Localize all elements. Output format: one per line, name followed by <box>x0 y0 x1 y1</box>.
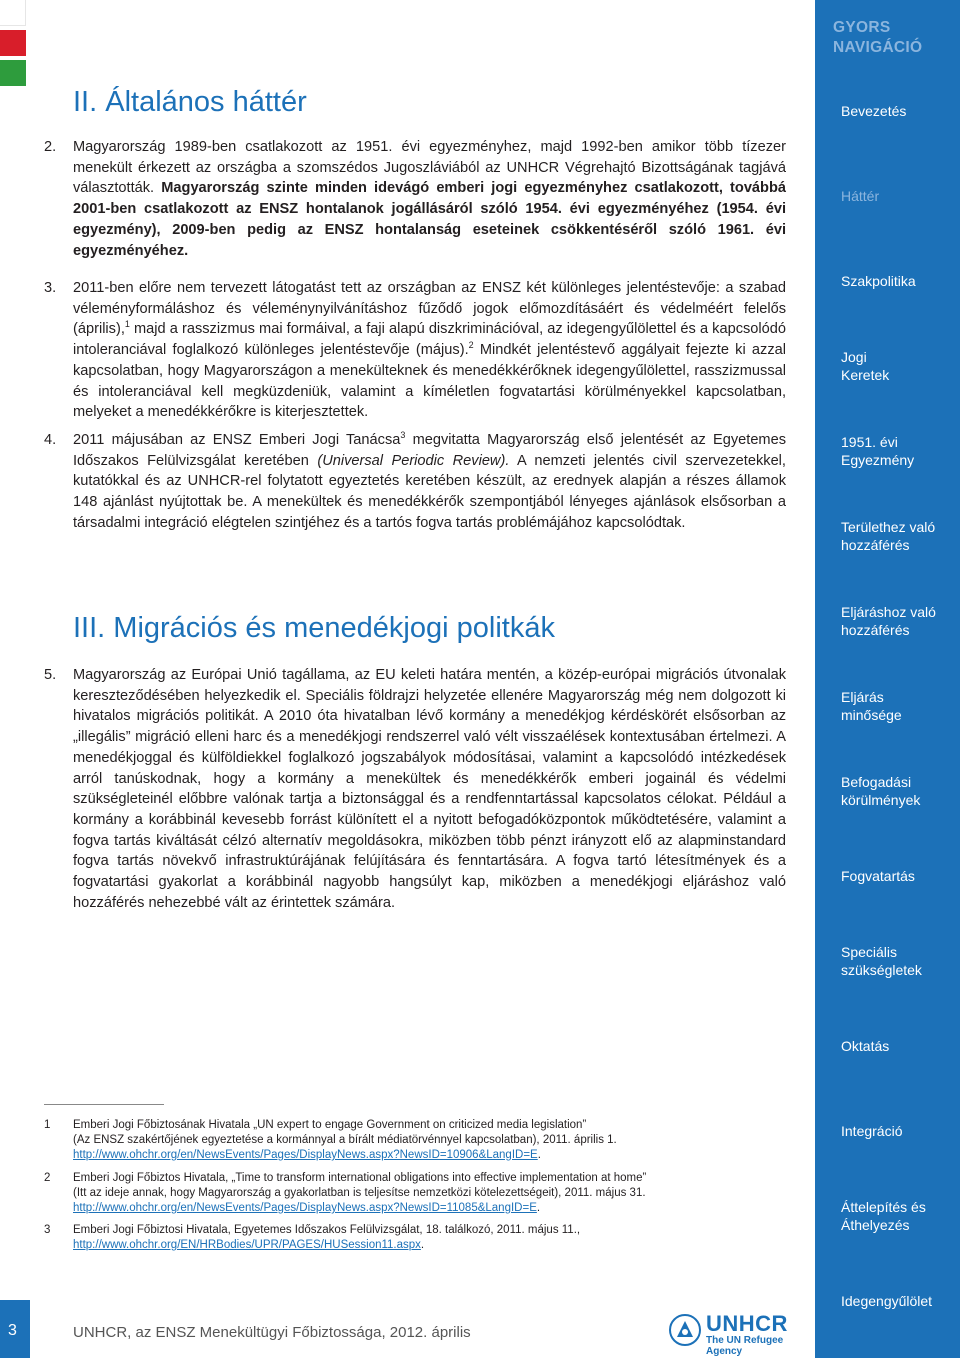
nav-1951-egyezmeny[interactable]: 1951. évi Egyezmény <box>841 434 915 468</box>
nav-integracio[interactable]: Integráció <box>841 1123 903 1139</box>
nav-eljarashoz-hozzaferes[interactable]: Eljáráshoz való hozzáférés <box>841 604 936 638</box>
corner-square-white <box>0 0 26 26</box>
corner-square-red <box>0 30 26 56</box>
logo-word: UNHCR <box>706 1311 788 1336</box>
paragraph-5 <box>44 665 786 913</box>
paragraph-3 <box>44 278 786 423</box>
corner-square-green <box>0 60 26 86</box>
nav-szakpolitika[interactable]: Szakpolitika <box>841 273 916 289</box>
nav-jogi-keretek[interactable]: Jogi Keretek <box>841 349 890 383</box>
footnote-3: 3 Emberi Jogi Főbiztosi Hivatala, Egyetemes Időszakos Felülvizsgálat, 18. találkozó, 2011. május 11., http://www.ohchr.org/EN/HRBodies/UPR/PAGES/HUSession11.aspx. <box>44 1224 581 1251</box>
paragraph-number: 4. <box>44 432 57 448</box>
section-title-migration: III. Migrációs és menedékjogi politkák <box>73 612 555 644</box>
section-title-background: II. Általános háttér <box>73 86 307 118</box>
nav-hatter[interactable]: Háttér <box>841 188 880 204</box>
paragraph-4 <box>44 430 786 534</box>
paragraph-text: Magyarország az Európai Unió tagállama, az EU keleti határa mentén, a közép-európai migrációs útvonalak kereszteződésében helyezkedik el. Speciális földrajzi helyzetée ellenére Magyarország még nem dolgozott ki hivatalos migrációs politikát. A 2010 óta hivatalban lévő kormány a menedékjog kérdéskörét elsősorban az „illegális” migráció elleni harc és a menedékjogi rendszerrel való vélt visszaélések kontextusában értelmezi. A menedékjoggal és külföldiekkel foglalkozó jogszabályok módosításai, valamint a kapcsolódó intézkedések arról tanúskodnak, hogy a kormány a menekültek és menedékkérők emberi jogainál és védelmi szükségleteinél előbbre valónak tartja a biztonsággal és a rendfenntartással kapcsolatos célokat. Például a kormány a korábbinál kevesebb forrást különített el a nyitott befogadóközpontok működtetésére, valamint a fogva tartás kiváltását célzó alternatív megoldásokra, miközben több pénzt irányzott elő az alapminstandard fogva tartás növekvő infrastruktúrájának felújítására és fenntartására. A fogva tartó létesítmények és a fogvatartási gyakorlat a korábbinál nagyobb hangsúlyt kap, miközben a menedékjogi eljáráshoz való hozzáférés nehezebbé vált az érintettek számára. <box>73 667 786 911</box>
footnote-divider <box>44 1104 164 1105</box>
footnote-2: 2 Emberi Jogi Főbiztos Hivatala, „Time to transform international obligations into effective implementation at home” (Itt az ideje annak, hogy Magyarország a gyakorlatban is teljesítse nemzetközi kötelezettségeit), 2011. május 31. http://www.ohchr.org/en/NewsEvents/Pages/DisplayNews.aspx?NewsID=11085&LangID=E. <box>44 1172 647 1214</box>
footnote-ref-2[interactable]: 2 <box>468 340 474 351</box>
paragraph-text: 2011-ben előre nem tervezett látogatást tett az országban az ENSZ két különleges jelentéstevője: a szabad véleményformáláshoz és véleménynyilvánításhoz fűződő jogok előmozdításáért és védelméért felelős (április),$^1$ majd a rasszizmus mai formáival, a faji alapú diszkriminációval, az idegengyűlölettel és a kapcsolódó intoleranciával foglalkozó különleges jelentéstevője (május).$^2$ Mindkét jelentéstevő aggályait fejezte ki azzal kapcsolatban, hogy Magyarországon a menekülteknek és menedékkérőknek idegengyűlölettel, rasszizmussal és intoleranciával kell megküzdeniük, valamint a kíméletlen fogvatartási körülményekkel kapcsolatban, melyeket a menedékkérőkre is kiterjesztettek. <box>73 280 786 421</box>
paragraph-number: 2. <box>44 139 57 155</box>
paragraph-2 <box>44 137 786 261</box>
sidebar-heading: GYORS NAVIGÁCIÓ <box>833 19 923 56</box>
page-number: 3 <box>8 1322 17 1339</box>
paragraph-text: 2011 májusában az ENSZ Emberi Jogi Tanácsa$^3$ megvitatta Magyarország első jelentését az Egyetemes Időszakos Felülvizsgálat keretében (Universal Periodic Review). A nemzeti jelentés civil szervezetekkel, kutatókkal és az UNHCR-rel folytatott egyeztetés keretében készült, az erednyek alapján a részes államok 148 ajánlást nyújtottak be. A menekültek és menedékkérők szempontjából lényeges ajánlások elsősorban a társadalmi integráció elégtelen szintjéhez és a tartós fogva tartás problémájához kapcsolódtak. <box>73 430 787 531</box>
logo-tagline: The UN Refugee Agency <box>706 1335 784 1357</box>
unhcr-logo <box>668 1311 788 1357</box>
paragraph-number: 5. <box>44 667 57 683</box>
footnote-link-2[interactable]: http://www.ohchr.org/en/NewsEvents/Pages/DisplayNews.aspx?NewsID=11085&LangID=E <box>73 1202 537 1214</box>
paragraph-text: Magyarország 1989-ben csatlakozott az 1951. évi egyezményhez, majd 1992-ben amikor több tízezer menekült érkezett az országba a szomszédos Jugoszláviából az UNHCR Végrehajtó Bizottságának tagjává választották. Magyarország szinte minden idevágó emberi jogi egyezményhez csatlakozott, továbbá 2001-ben csatlakozott az ENSZ hontalanok jogállásáról szóló 1954. évi egyezményéhez (1954. évi egyezmény), 2009-ben pedig az ENSZ hontalanság eseteinek csökkentéséről szóló 1961. évi egyezményéhez. <box>73 139 786 259</box>
nav-specialis-szuksegletek[interactable]: Speciális szükségletek <box>841 944 922 978</box>
footer-text: UNHCR, az ENSZ Menekültügyi Főbiztossága, 2012. április <box>73 1324 471 1341</box>
nav-attelepites[interactable]: Áttelepítés és Áthelyezés <box>841 1199 926 1233</box>
footnote-link-1[interactable]: http://www.ohchr.org/en/NewsEvents/Pages/DisplayNews.aspx?NewsID=10906&LangID=E <box>73 1149 538 1161</box>
nav-fogvatartas[interactable]: Fogvatartás <box>841 868 915 884</box>
footnote-1: 1 Emberi Jogi Főbiztosának Hivatala „UN expert to engage Government on criticized media legislation” (Az ENSZ szakértőjének egyeztetése a kormánnyal a bírált médiatörvénnyel kapcsolatban), 2011. április 1. http://www.ohchr.org/en/NewsEvents/Pages/DisplayNews.aspx?NewsID=10906&LangID=E. <box>44 1119 617 1161</box>
footnote-ref-3[interactable]: 3 <box>400 430 406 441</box>
footnote-link-3[interactable]: http://www.ohchr.org/EN/HRBodies/UPR/PAGES/HUSession11.aspx <box>73 1239 421 1251</box>
nav-teruletehez-hozzaferes[interactable]: Területhez való hozzáférés <box>841 519 936 553</box>
quick-navigation-sidebar <box>815 0 960 1358</box>
nav-eljaras-minosege[interactable]: Eljárás minősége <box>841 689 902 723</box>
nav-bevezetes[interactable]: Bevezetés <box>841 103 907 119</box>
footnote-ref-1[interactable]: 1 <box>124 319 130 330</box>
nav-idegengyulolet[interactable]: Idegengyűlölet <box>841 1293 933 1309</box>
paragraph-number: 3. <box>44 280 57 296</box>
nav-oktatas[interactable]: Oktatás <box>841 1038 890 1054</box>
nav-befogadasi-korulmenyek[interactable]: Befogadási körülmények <box>841 774 921 808</box>
unhcr-emblem-icon <box>668 1313 702 1347</box>
